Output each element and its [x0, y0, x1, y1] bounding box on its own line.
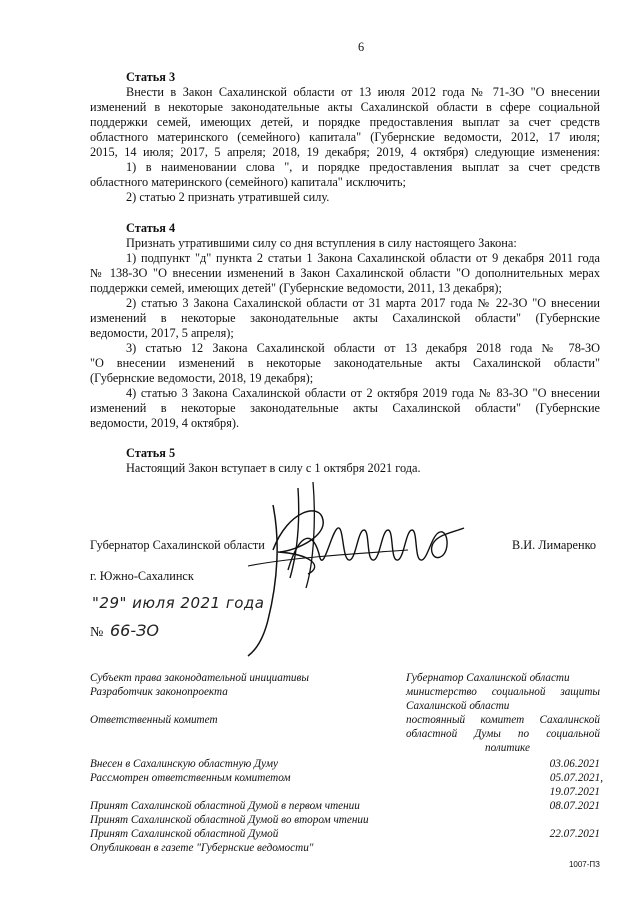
law-number-prefix: №	[90, 625, 104, 640]
article-4-line: 3) статью 12 Закона Сахалинской области от 13 декабря 2018 года № 78-ЗО	[126, 341, 600, 355]
article-4-line: № 138-ЗО "О внесении изменений в Закон Сахалинской области "О дополнительных мерах	[90, 266, 600, 280]
governor-title: Губернатор Сахалинской области	[90, 538, 265, 552]
article-4-line: (Губернские ведомости, 2018, 19 декабря);	[90, 371, 314, 385]
handwritten-law-number: 66-ЗО	[110, 621, 159, 640]
handwritten-signature	[228, 470, 478, 660]
meta-label: Субъект права законодательной инициативы	[90, 672, 309, 684]
history-label: Рассмотрен ответственным комитетом	[90, 772, 291, 784]
history-label: Принят Сахалинской областной Думой	[90, 828, 279, 840]
handwritten-date: "29" июля 2021 года	[92, 594, 265, 612]
history-date: 05.07.2021,	[549, 772, 603, 784]
footer-code: 1007-ПЗ	[568, 860, 600, 869]
article-4-line: ведомости, 2017, 5 апреля);	[90, 326, 234, 340]
article-3-heading: Статья 3	[126, 70, 176, 84]
article-4-line: 2) статью 3 Закона Сахалинской области от 31 марта 2017 года № 22-ЗО "О внесении	[126, 296, 600, 310]
meta-label: Разработчик законопроекта	[90, 686, 228, 698]
article-4-line: 1) подпункт "д" пункта 2 статьи 1 Закона Сахалинской области от 9 декабря 2011 года	[126, 251, 600, 265]
article-3-line: Внести в Закон Сахалинской области от 13 июля 2012 года № 71-ЗО "О внесении	[126, 85, 600, 99]
history-date: 22.07.2021	[549, 828, 600, 840]
article-3-line: поддержки семей, имеющих детей, и порядке предоставления выплат за счет средств	[90, 115, 600, 129]
article-3-line: 1) в наименовании слова ", и порядке предоставления выплат за счет средств	[126, 160, 600, 174]
history-date: 19.07.2021	[549, 786, 600, 798]
article-4-line: "О внесении изменений в некоторые законодательные акты Сахалинской области"	[90, 356, 600, 370]
article-3-line: областного материнского (семейного) капитала" (Губернские ведомости, 2012, 17 июля;	[90, 130, 600, 144]
article-3-line: 2) статью 2 признать утратившей силу.	[126, 190, 330, 204]
meta-value: постоянный комитет Сахалинской	[406, 714, 600, 726]
history-label: Принят Сахалинской областной Думой в первом чтении	[90, 800, 360, 812]
meta-value: областной Думы по социальной	[406, 728, 600, 740]
meta-value: политике	[485, 742, 530, 754]
article-4-line: изменений в некоторые законодательные акты Сахалинской области" (Губернские	[90, 311, 600, 325]
meta-label: Ответственный комитет	[90, 714, 218, 726]
page-number: 6	[358, 40, 365, 54]
history-date: 03.06.2021	[549, 758, 600, 770]
article-4-line: ведомости, 2019, 4 октября).	[90, 416, 240, 430]
article-3-line: изменений в некоторые законодательные акты Сахалинской области в сфере социальной	[90, 100, 600, 114]
article-3-line: 2015, 14 июля; 2017, 5 апреля; 2018, 19 декабря; 2019, 4 октября) следующие изменения:	[90, 145, 600, 159]
article-4-line: 4) статью 3 Закона Сахалинской области от 2 октября 2019 года № 83-ЗО "О внесении	[126, 386, 600, 400]
article-4-heading: Статья 4	[126, 221, 176, 235]
article-4-line: поддержки семей, имеющих детей" (Губернские ведомости, 2011, 13 декабря);	[90, 281, 502, 295]
meta-value: министерство социальной защиты	[406, 686, 600, 698]
history-date: 08.07.2021	[549, 800, 600, 812]
city: г. Южно-Сахалинск	[90, 569, 194, 583]
article-5-line: Настоящий Закон вступает в силу с 1 октября 2021 года.	[126, 461, 421, 475]
history-label: Принят Сахалинской областной Думой во втором чтении	[90, 814, 369, 826]
meta-value: Губернатор Сахалинской области	[406, 672, 570, 684]
article-4-line: изменений в некоторые законодательные акты Сахалинской области" (Губернские	[90, 401, 600, 415]
article-4-line: Признать утратившими силу со дня вступления в силу настоящего Закона:	[126, 236, 517, 250]
article-5-heading: Статья 5	[126, 446, 176, 460]
history-label: Опубликован в газете "Губернские ведомости"	[90, 842, 314, 854]
article-3-line: областного материнского (семейного) капитала" исключить;	[90, 175, 406, 189]
governor-name: В.И. Лимаренко	[512, 538, 597, 552]
meta-value: Сахалинской области	[406, 700, 510, 712]
history-label: Внесен в Сахалинскую областную Думу	[90, 758, 278, 770]
